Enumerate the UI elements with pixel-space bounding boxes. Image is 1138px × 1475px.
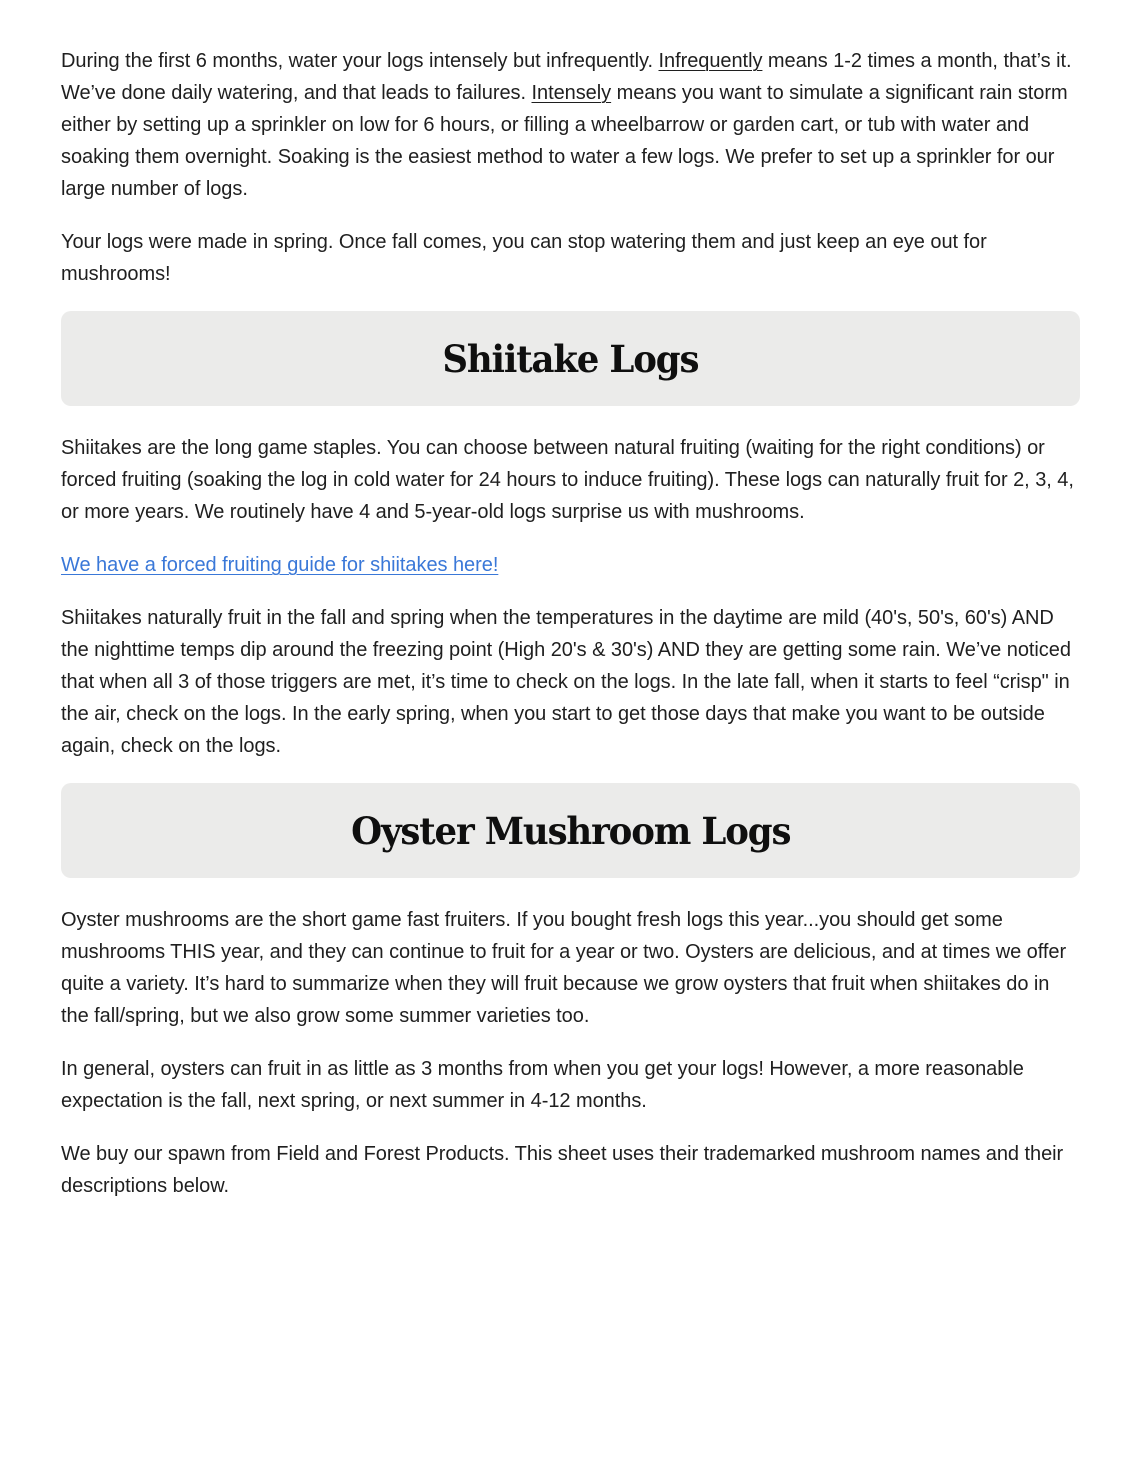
shiitake-paragraph-2: Shiitakes naturally fruit in the fall and spring when the temperatures in the daytime are mild (40's, 50's, 60's) AND the nighttime temps dip around the freezing point (High 20's & 30's) AND they are getting some rain. We’ve noticed that when all 3 of those triggers are met, it’s time to check on the logs. In the late fall, when it starts to feel “crisp" in the air, check on the logs. In the early spring, when you start to get those days that make you want to be outside again, check on the logs. (61, 607, 1071, 757)
watering-text-part3: means you want to simulate a significant rain storm either by setting up a sprinkler on low for 6 hours, or filling a wheelbarrow or garden cart, or tub with water and soaking them overnight. Soaking is the easiest method to water a few logs. We prefer to set up a sprinkler for our large number of logs. (61, 82, 1068, 200)
oyster-paragraph-2: In general, oysters can fruit in as little as 3 months from when you get your logs! However, a more reasonable expectation is the fall, next spring, or next summer in 4-12 months. (61, 1058, 1024, 1112)
shiitake-paragraph-1: Shiitakes are the long game staples. You can choose between natural fruiting (waiting for the right conditions) or forced fruiting (soaking the log in cold water for 24 hours to induce fruiting). These logs can naturally fruit for 2, 3, 4, or more years. We routinely have 4 and 5-year-old logs surprise us with mushrooms. (61, 437, 1074, 523)
forced-fruiting-guide-link[interactable]: We have a forced fruiting guide for shiitakes here! (61, 554, 499, 576)
forced-fruiting-link-paragraph (61, 549, 1080, 581)
shiitake-heading: Shiitake Logs (442, 336, 699, 381)
oyster-section-header (61, 783, 1080, 878)
term-infrequently: Infrequently (658, 50, 763, 72)
oyster-paragraph-3: We buy our spawn from Field and Forest Products. This sheet uses their trademarked mushroom names and their descriptions below. (61, 1143, 1064, 1197)
watering-text-part2: means 1-2 times a month, that’s it. We’ve done daily watering, and that leads to failures. (61, 50, 1072, 104)
watering-paragraph (61, 45, 1080, 205)
watering-text-part1: During the first 6 months, water your logs intensely but infrequently. (61, 50, 659, 72)
term-intensely: Intensely (531, 82, 612, 104)
fall-paragraph: Your logs were made in spring. Once fall comes, you can stop watering them and just keep an eye out for mushrooms! (61, 231, 987, 285)
shiitake-section-header (61, 311, 1080, 406)
oyster-heading: Oyster Mushroom Logs (350, 808, 791, 853)
oyster-paragraph-1: Oyster mushrooms are the short game fast fruiters. If you bought fresh logs this year...you should get some mushrooms THIS year, and they can continue to fruit for a year or two. Oysters are delicious, and at times we offer quite a variety. It’s hard to summarize when they will fruit because we grow oysters that fruit when shiitakes do in the fall/spring, but we also grow some summer varieties too. (61, 909, 1067, 1027)
